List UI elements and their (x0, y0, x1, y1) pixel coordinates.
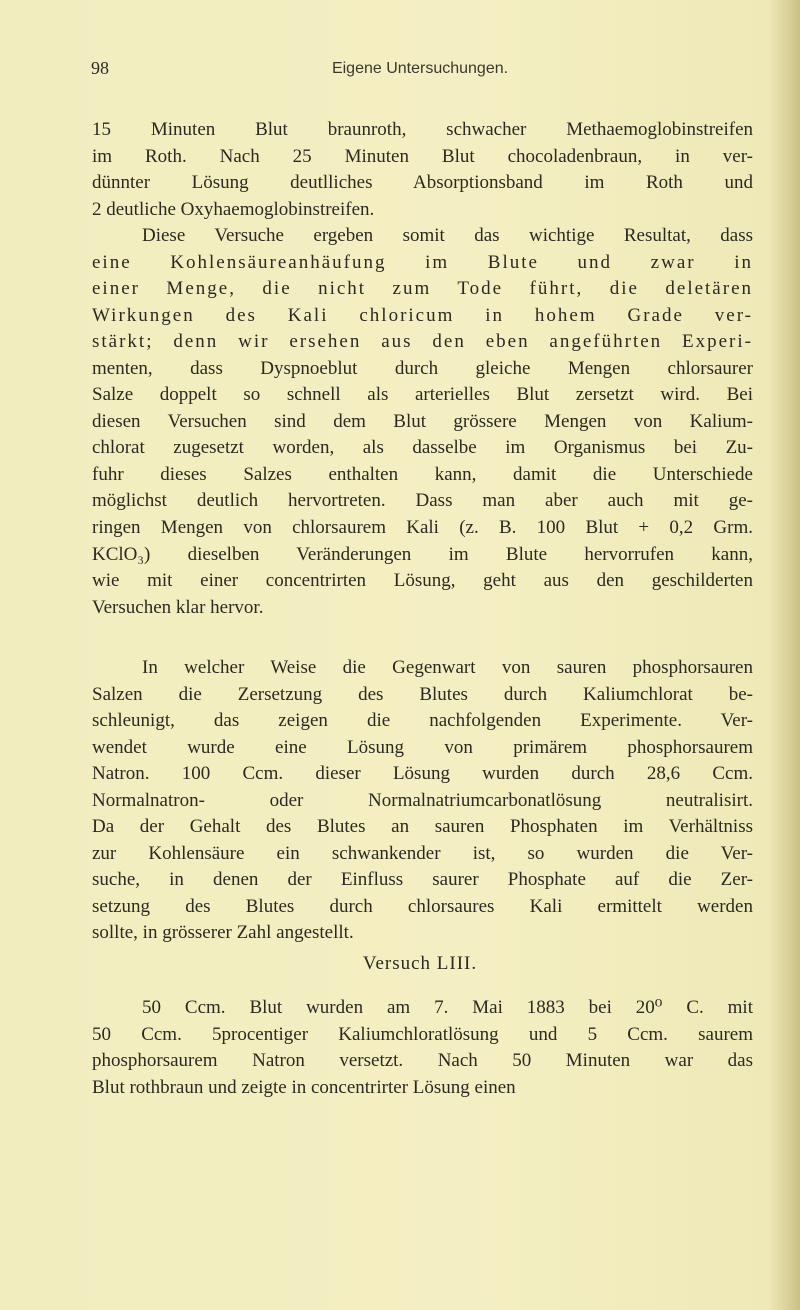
text-line: möglichst deutlich hervortreten. Dass man aber auch mit ge- (92, 490, 753, 512)
paragraph-1 (92, 117, 753, 223)
section-heading: Versuch LIII. (362, 953, 478, 974)
text-line: wendet wurde eine Lösung von primärem phosphorsaurem (92, 736, 753, 758)
text-line: 50 Ccm. 5procentiger Kaliumchloratlösung und 5 Ccm. saurem (92, 1023, 753, 1045)
text-line: Blut rothbraun und zeigte in concentrirter Lösung einen (92, 1076, 516, 1098)
text-line: diesen Versuchen sind dem Blut grössere Mengen von Kalium- (92, 410, 753, 432)
text-line: eine Kohlensäureanhäufung im Blute und zwar in (92, 251, 753, 273)
text-line: Da der Gehalt des Blutes an sauren Phosphaten im Verhältniss (92, 816, 753, 838)
text-line: phosphorsaurem Natron versetzt. Nach 50 Minuten war das (92, 1050, 753, 1072)
paragraph-4 (92, 995, 753, 1101)
text-line: In welcher Weise die Gegenwart von sauren phosphorsauren (142, 657, 753, 678)
text-line: 15 Minuten Blut braunroth, schwacher Methaemoglobinstreifen (92, 119, 753, 140)
text-line: Normalnatron- oder Normalnatriumcarbonatlösung neutralisirt. (92, 789, 753, 811)
text-line: Versuchen klar hervor. (92, 596, 264, 618)
text-line: fuhr dieses Salzes enthalten kann, damit die Unterschiede (92, 463, 753, 485)
text-line: 50 Ccm. Blut wurden am 7. Mai 1883 bei 20⁰ C. mit (142, 997, 753, 1018)
text-line: im Roth. Nach 25 Minuten Blut chocoladenbraun, in ver- (92, 145, 753, 167)
text-line: Diese Versuche ergeben somit das wichtige Resultat, dass (142, 225, 753, 246)
text-line: ringen Mengen von chlorsaurem Kali (z. B. 100 Blut + 0,2 Grm. (92, 517, 753, 539)
text-line: wie mit einer concentrirten Lösung, geht aus den geschilderten (92, 570, 753, 592)
text-line: einer Menge, die nicht zum Tode führt, die deletären (92, 278, 753, 300)
text-line: Salzen die Zersetzung des Blutes durch Kaliumchlorat be- (92, 683, 753, 705)
text-line: Wirkungen des Kali chloricum in hohem Grade ver- (92, 304, 753, 326)
text-line: setzung des Blutes durch chlorsaures Kali ermittelt werden (92, 895, 753, 917)
text-line: chlorat zugesetzt worden, als dasselbe im Organismus bei Zu- (92, 437, 753, 459)
paragraph-2 (92, 223, 753, 621)
text-line: zur Kohlensäure ein schwankender ist, so wurden die Ver- (92, 842, 753, 864)
running-title: Eigene Untersuchungen. (331, 60, 509, 77)
text-line: dünnter Lösung deutlliches Absorptionsband im Roth und (92, 172, 753, 194)
paragraph-3 (92, 655, 753, 947)
text-line: schleunigt, das zeigen die nachfolgenden Experimente. Ver- (92, 710, 753, 732)
text-line: Salze doppelt so schnell als arterielles Blut zersetzt wird. Bei (92, 384, 753, 406)
text-line: Natron. 100 Ccm. dieser Lösung wurden durch 28,6 Ccm. (92, 763, 753, 785)
text-line: stärkt; denn wir ersehen aus den eben angeführten Experi- (92, 331, 753, 353)
text-line: suche, in denen der Einfluss saurer Phosphate auf die Zer- (92, 869, 753, 891)
text-line: 2 deutliche Oxyhaemoglobinstreifen. (92, 198, 375, 220)
page-number: 98 (91, 58, 109, 78)
text-line: sollte, in grösserer Zahl angestellt. (92, 922, 354, 944)
text-line: KClO₃) dieselben Veränderungen im Blute hervorrufen kann, (92, 543, 753, 565)
text-line: menten, dass Dyspnoeblut durch gleiche Mengen chlorsaurer (92, 357, 753, 379)
